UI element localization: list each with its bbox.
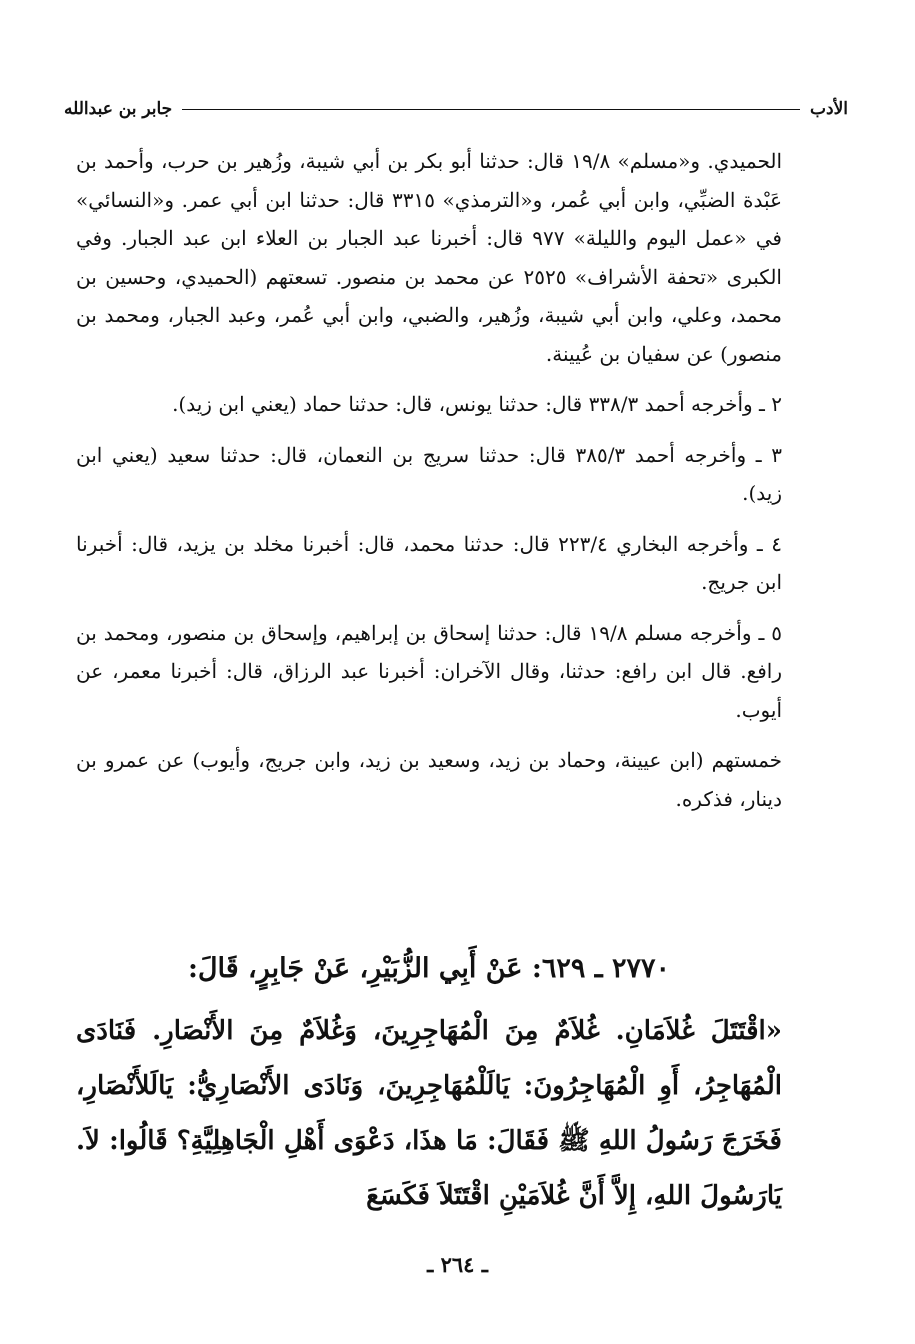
hadith-heading: ٢٧٧٠ ـ ٦٢٩: عَنْ أَبِي الزُّبَيْرِ، عَنْ جَابِرٍ، قَالَ: bbox=[187, 953, 671, 984]
paragraph-takhrij-5: ٥ ـ وأخرجه مسلم ١٩/٨ قال: حدثنا إسحاق بن إبراهيم، وإسحاق بن منصور، ومحمد بن رافع. قال ابن رافع: حدثنا، وقال الآخران: أخبرنا عبد الرزاق، قال: أخبرنا معمر، عن أيوب. bbox=[76, 620, 782, 722]
footnote-text bbox=[76, 142, 782, 830]
hadith-text: «اقْتَتَلَ غُلاَمَانِ. غُلاَمٌ مِنَ الْمُهَاجِرِينَ، وَغُلاَمٌ مِنَ الأَنْصَارِ. فَنَادَى الْمُهَاجِرُ، أَوِ الْمُهَاجِرُونَ: يَالَلْمُهَاجِرِينَ، وَنَادَى الأَنْصَارِيُّ: يَالَلأَنْصَارِ، فَخَرَجَ رَسُولُ اللهِ ﷺ فَقَالَ: مَا هذَا، دَعْوَى أَهْلِ الْجَاهِلِيَّةِ؟ قَالُوا: لاَ. يَارَسُولَ اللهِ، إِلاَّ أَنَّ غُلاَمَيْنِ اقْتَتَلاَ فَكَسَعَ bbox=[76, 1016, 782, 1211]
paragraph-takhrij-1: الحميدي. و«مسلم» ١٩/٨ قال: حدثنا أبو بكر بن أبي شيبة، وزُهير بن حرب، وأحمد بن عَبْدة الضبِّي، وابن أبي عُمر، و«الترمذي» ٣٣١٥ قال: حدثنا ابن أبي عمر. و«النسائي» في «عمل اليوم والليلة» ٩٧٧ قال: أخبرنا عبد الجبار بن العلاء ابن عبد الجبار. وفي الكبرى «تحفة الأشراف» ٢٥٢٥ عن محمد بن منصور. تسعتهم (الحميدي، وحسين بن محمد، وعلي، وابن أبي شيبة، وزُهير، والضبي، وابن أبي عُمر، وعبد الجبار، ومحمد بن منصور) عن سفيان بن عُيينة. bbox=[76, 149, 783, 366]
header-rule bbox=[182, 109, 800, 110]
running-header bbox=[64, 92, 848, 126]
page-number: ـ ٢٦٤ ـ bbox=[427, 1252, 488, 1277]
paragraph-takhrij-3: ٣ ـ وأخرجه أحمد ٣٨٥/٣ قال: حدثنا سريج بن النعمان، قال: حدثنا سعيد (يعني ابن زيد). bbox=[76, 442, 782, 505]
header-narrator: جابر بن عبدالله bbox=[64, 99, 173, 119]
paragraph-summary: خمستهم (ابن عيينة، وحماد بن زيد، وسعيد بن زيد، وابن جريج، وأيوب) عن عمرو بن دينار، فذكره. bbox=[76, 748, 782, 811]
paragraph-takhrij-2: ٢ ـ وأخرجه أحمد ٣٣٨/٣ قال: حدثنا يونس، قال: حدثنا حماد (يعني ابن زيد). bbox=[172, 392, 782, 416]
paragraph-takhrij-4: ٤ ـ وأخرجه البخاري ٢٢٣/٤ قال: حدثنا محمد، قال: أخبرنا مخلد بن يزيد، قال: أخبرنا ابن جريج. bbox=[76, 531, 782, 594]
header-chapter: الأدب bbox=[810, 99, 848, 119]
